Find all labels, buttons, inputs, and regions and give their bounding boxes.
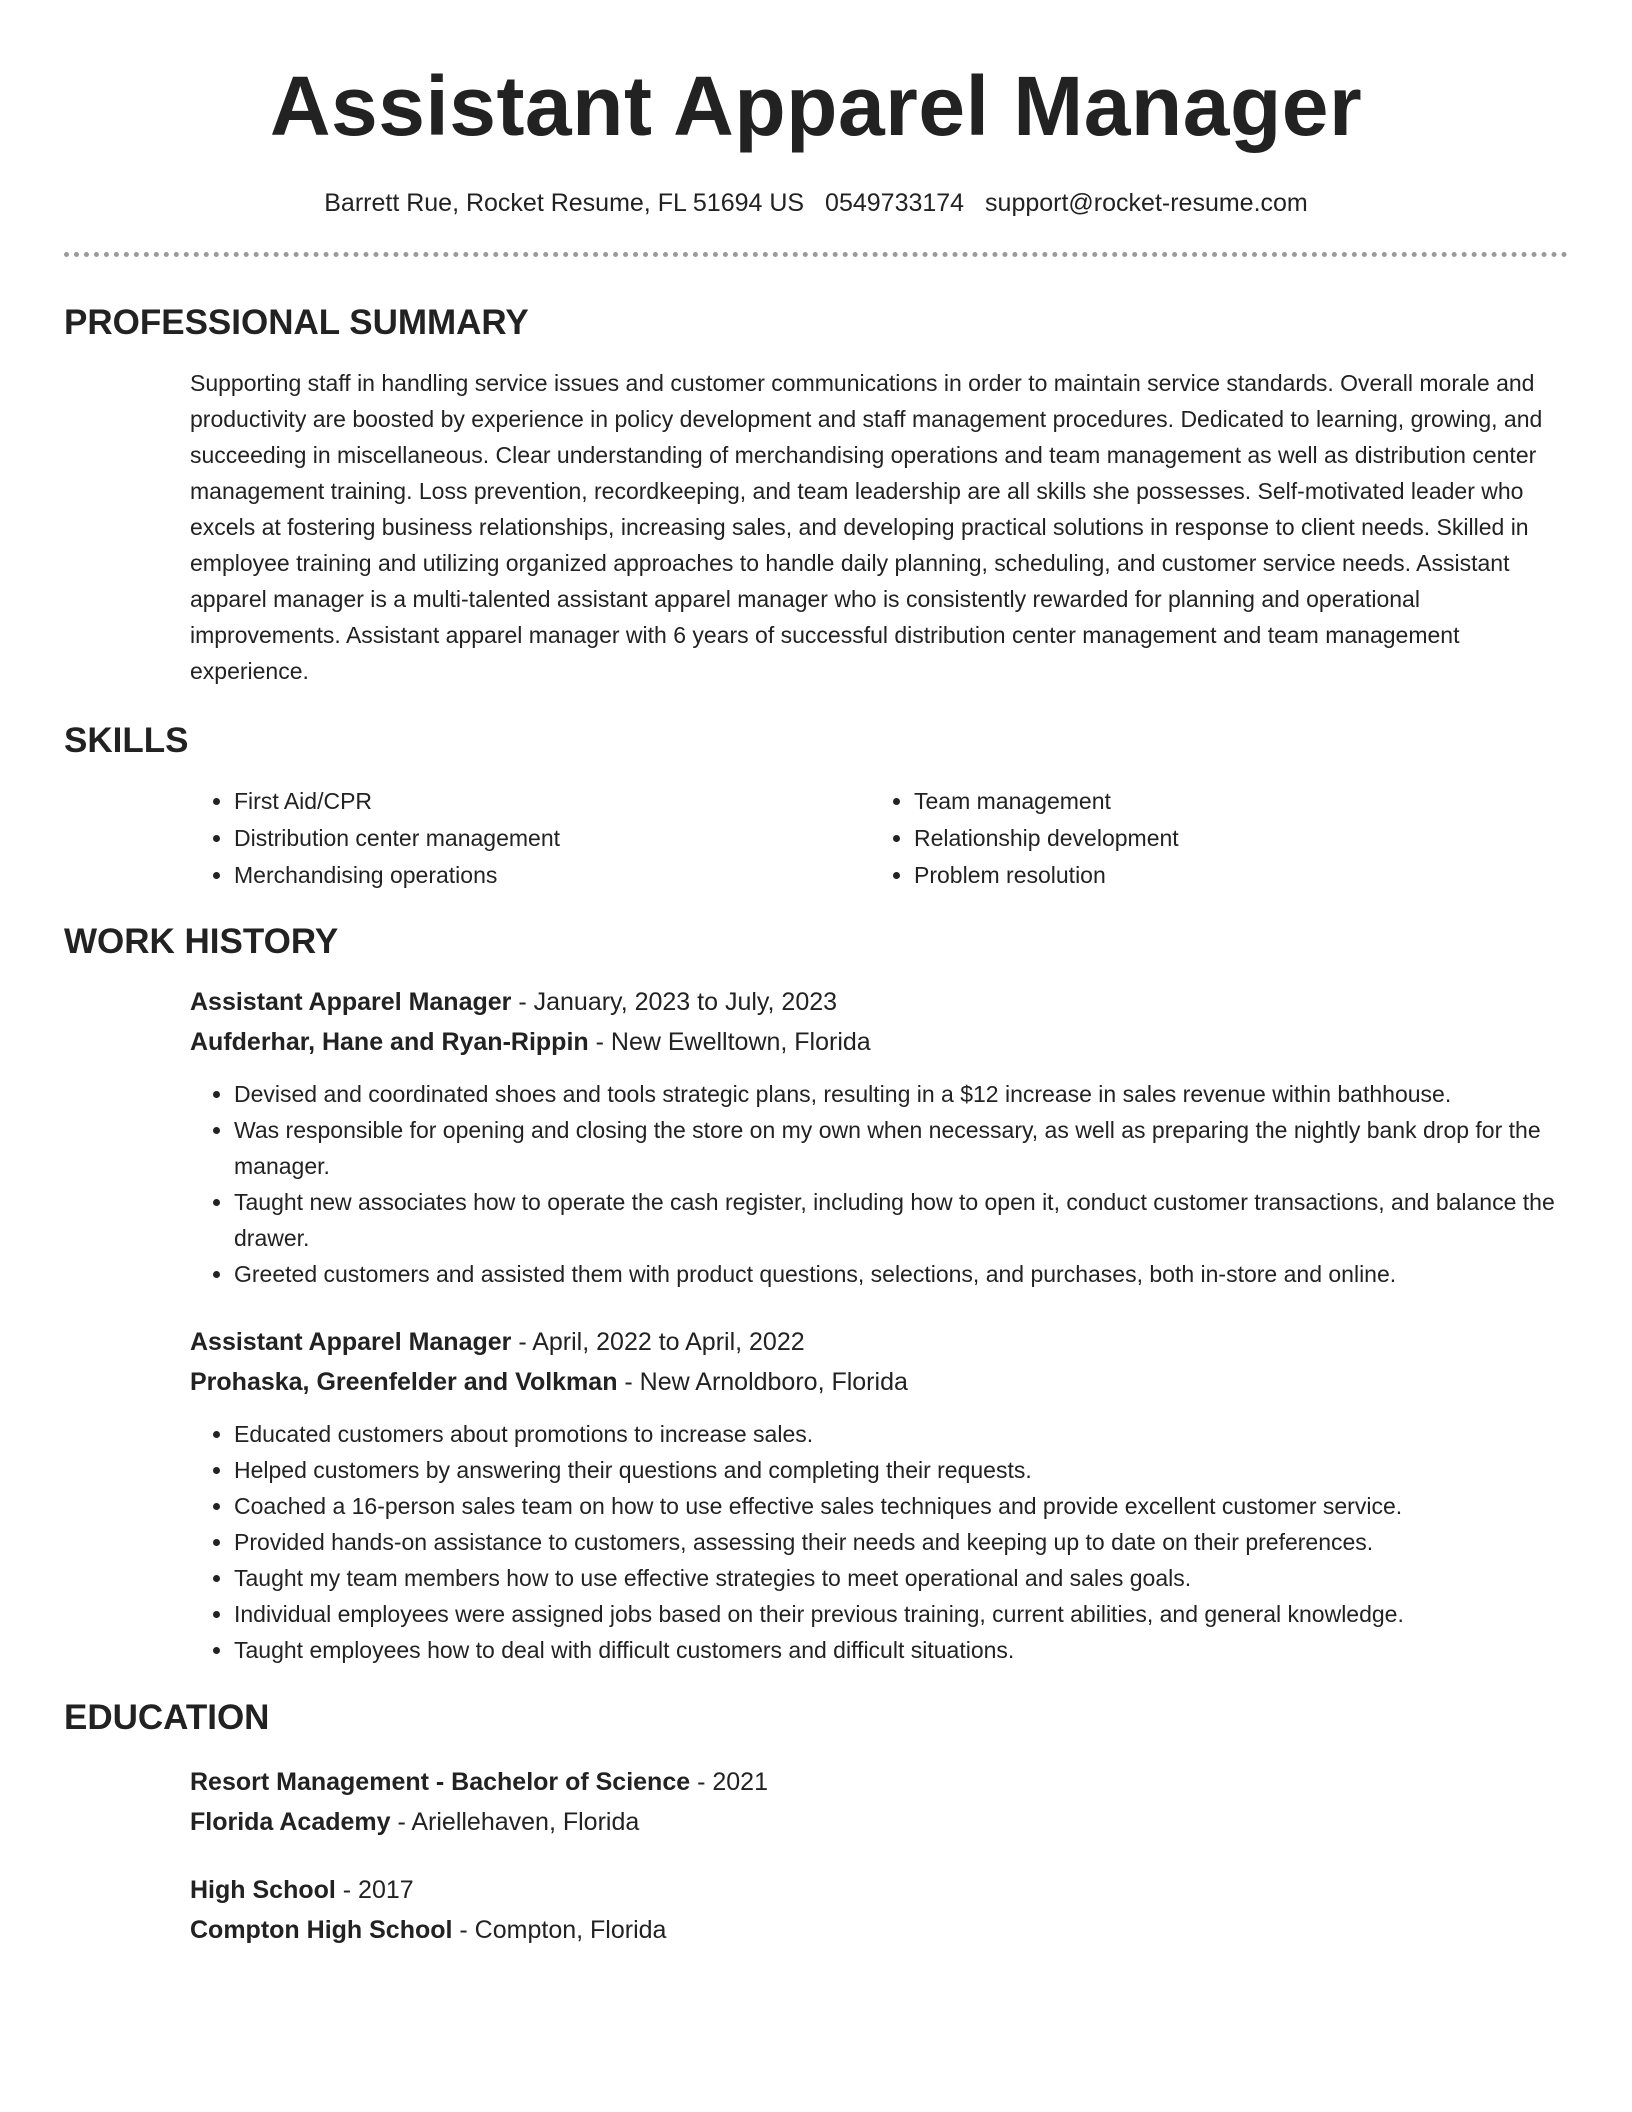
duty-item: • Individual employees were assigned jobs based on their previous training, current abilities, and general knowledge. bbox=[234, 1596, 1568, 1632]
contact-email[interactable]: support@rocket-resume.com bbox=[985, 189, 1308, 217]
job-entry bbox=[190, 982, 1568, 1292]
resume-page bbox=[64, 0, 1568, 1950]
skills-list bbox=[190, 783, 1568, 894]
skill-item: • Problem resolution bbox=[914, 857, 1550, 894]
skill-item: • Merchandising operations bbox=[234, 857, 870, 894]
job-company-line bbox=[190, 1362, 1568, 1402]
education-school: Florida Academy bbox=[190, 1808, 391, 1836]
job-location: - New Ewelltown, Florida bbox=[588, 1028, 871, 1056]
job-dates: - January, 2023 to July, 2023 bbox=[511, 988, 838, 1016]
education-school-line bbox=[190, 1802, 1568, 1842]
job-duties bbox=[190, 1416, 1568, 1668]
skills-column-right bbox=[870, 783, 1550, 894]
education-degree: Resort Management - Bachelor of Science bbox=[190, 1768, 691, 1796]
contact-line bbox=[64, 186, 1568, 220]
job-duties bbox=[190, 1076, 1568, 1292]
work-history-heading: WORK HISTORY bbox=[64, 922, 339, 961]
skills-heading: SKILLS bbox=[64, 721, 189, 760]
education-year: - 2017 bbox=[335, 1876, 414, 1904]
duty-item: • Helped customers by answering their questions and completing their requests. bbox=[234, 1452, 1568, 1488]
skill-item: • Relationship development bbox=[914, 820, 1550, 857]
skill-item: • Distribution center management bbox=[234, 820, 870, 857]
job-dates: - April, 2022 to April, 2022 bbox=[511, 1328, 805, 1356]
duty-item: • Greeted customers and assisted them with product questions, selections, and purchases, both in-store and online. bbox=[234, 1256, 1568, 1292]
summary-heading: PROFESSIONAL SUMMARY bbox=[64, 303, 529, 342]
education-degree-line bbox=[190, 1870, 1568, 1910]
contact-phone: 0549733174 bbox=[825, 189, 965, 217]
education-school-line bbox=[190, 1910, 1568, 1950]
job-entry bbox=[190, 1322, 1568, 1668]
duty-item: • Was responsible for opening and closing the store on my own when necessary, as well as preparing the nightly bank drop for the manager. bbox=[234, 1112, 1568, 1184]
education-degree-line bbox=[190, 1762, 1568, 1802]
duty-item: • Taught my team members how to use effective strategies to meet operational and sales goals. bbox=[234, 1560, 1568, 1596]
education-location: - Ariellehaven, Florida bbox=[390, 1808, 640, 1836]
duty-item: • Coached a 16-person sales team on how to use effective sales techniques and provide excellent customer service. bbox=[234, 1488, 1568, 1524]
education-entry bbox=[190, 1762, 1568, 1842]
contact-address: Barrett Rue, Rocket Resume, FL 51694 US bbox=[324, 189, 805, 217]
job-title: Assistant Apparel Manager bbox=[190, 988, 512, 1016]
education-entry bbox=[190, 1870, 1568, 1950]
job-title-line bbox=[190, 1322, 1568, 1362]
duty-item: • Educated customers about promotions to increase sales. bbox=[234, 1416, 1568, 1452]
education-degree: High School bbox=[190, 1876, 336, 1904]
education-location: - Compton, Florida bbox=[452, 1916, 667, 1944]
summary-text: Supporting staff in handling service issues and customer communications in order to maintain service standards. Overall morale and productivity are boosted by experience in policy development and staff management procedures. Dedicated to learning, growing, and succeeding in miscellaneous. Clear understanding of merchandising operations and team management as well as distribution center management training. Loss prevention, recordkeeping, and team leadership are all skills she possesses. Self-motivated leader who excels at fostering business relationships, increasing sales, and developing practical solutions in response to client needs. Skilled in employee training and utilizing organized approaches to handle daily planning, scheduling, and customer service needs. Assistant apparel manager is a multi-talented assistant apparel manager who is consistently rewarded for planning and operational improvements. Assistant apparel manager with 6 years of successful distribution center management and team management experience. bbox=[190, 370, 1543, 684]
job-company-line bbox=[190, 1022, 1568, 1062]
education-year: - 2021 bbox=[690, 1768, 768, 1796]
job-location: - New Arnoldboro, Florida bbox=[617, 1368, 908, 1396]
job-title-line bbox=[190, 982, 1568, 1022]
header-divider bbox=[64, 252, 1568, 257]
job-company: Aufderhar, Hane and Ryan-Rippin bbox=[190, 1028, 589, 1056]
job-title: Assistant Apparel Manager bbox=[190, 1328, 512, 1356]
education-school: Compton High School bbox=[190, 1916, 453, 1944]
skills-column-left bbox=[190, 783, 870, 894]
duty-item: • Provided hands-on assistance to customers, assessing their needs and keeping up to date on their preferences. bbox=[234, 1524, 1568, 1560]
education-heading: EDUCATION bbox=[64, 1698, 270, 1737]
job-company: Prohaska, Greenfelder and Volkman bbox=[190, 1368, 618, 1396]
duty-item: • Taught employees how to deal with difficult customers and difficult situations. bbox=[234, 1632, 1568, 1668]
duty-item: • Devised and coordinated shoes and tools strategic plans, resulting in a $12 increase in sales revenue within bathhouse. bbox=[234, 1076, 1568, 1112]
skill-item: • First Aid/CPR bbox=[234, 783, 870, 820]
resume-title: Assistant Apparel Manager bbox=[269, 59, 1363, 153]
duty-item: • Taught new associates how to operate the cash register, including how to open it, conduct customer transactions, and balance the drawer. bbox=[234, 1184, 1568, 1256]
skill-item: • Team management bbox=[914, 783, 1550, 820]
